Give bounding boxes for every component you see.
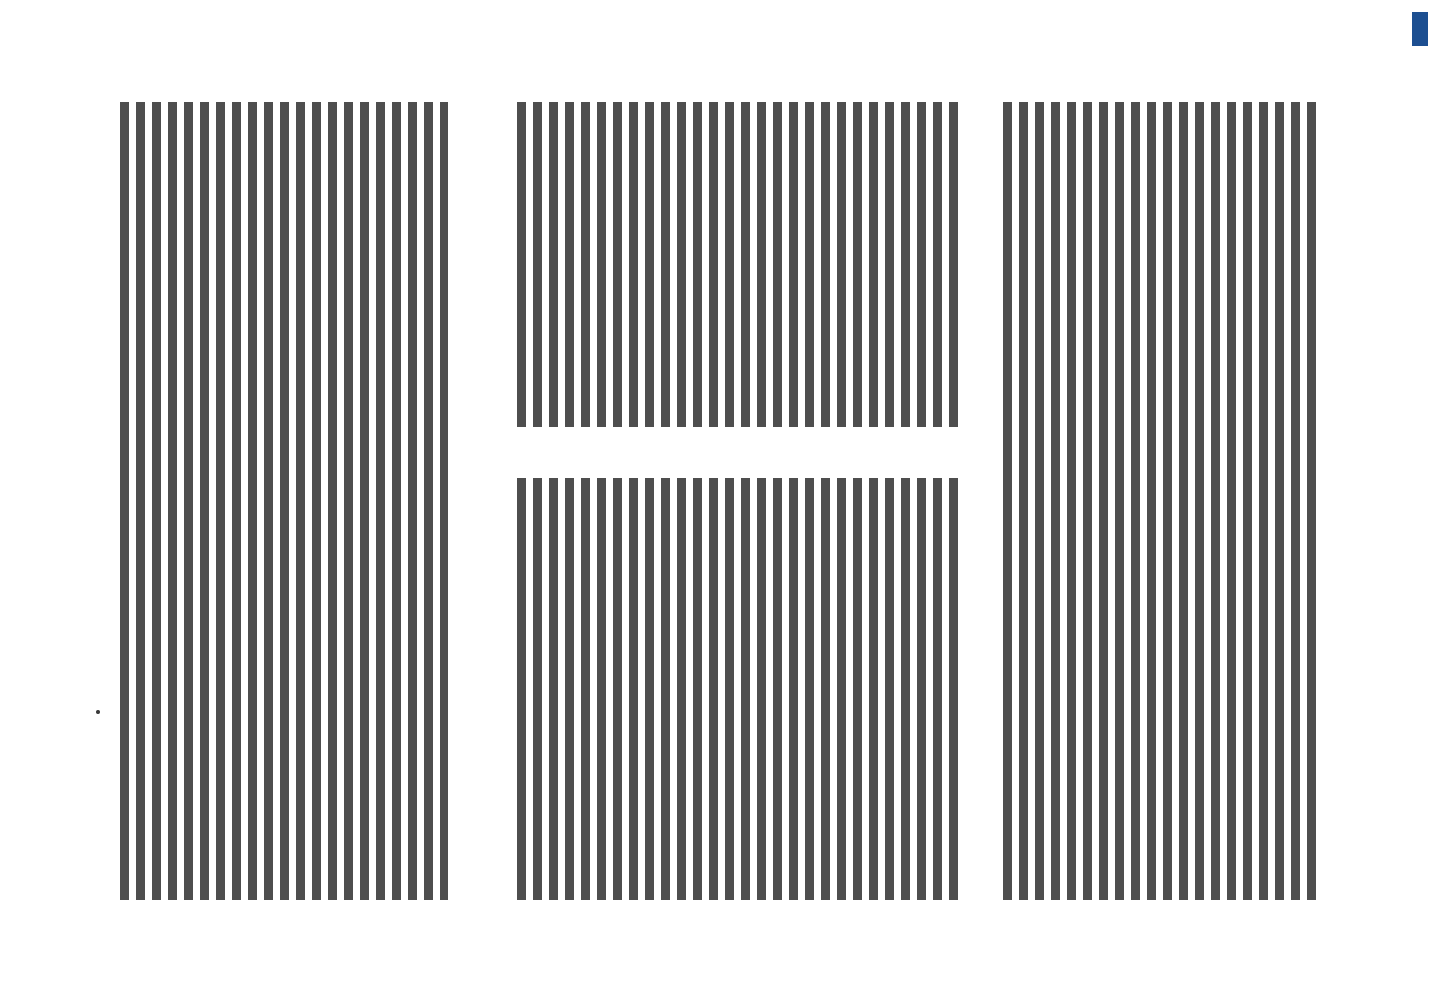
text-column-middle-lower (517, 478, 962, 900)
dfg-logo-text (1413, 12, 1427, 46)
ink-speck (96, 710, 100, 714)
section-heading (386, 358, 422, 718)
text-column-right (1003, 102, 1316, 900)
footnote (512, 748, 528, 908)
page-number (86, 460, 114, 540)
text-column-middle-upper (517, 102, 962, 427)
dfg-logo (1412, 12, 1428, 46)
